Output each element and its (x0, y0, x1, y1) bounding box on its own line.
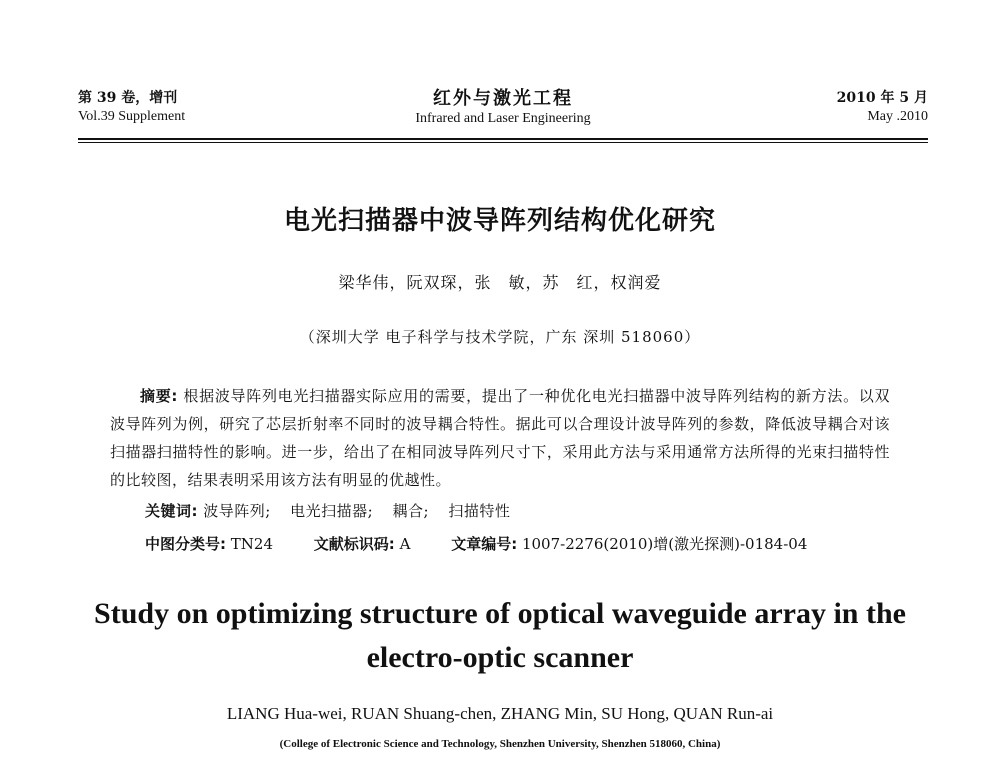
title-en-line1: Study on optimizing structure of optical waveguide array in the (94, 597, 906, 630)
header-rule-thick (78, 138, 928, 140)
clc-label: 中图分类号: (145, 535, 226, 553)
abstract-text: 根据波导阵列电光扫描器实际应用的需要，提出了一种优化电光扫描器中波导阵列结构的新方法。以双波导阵列为例，研究了芯层折射率不同时的波导耦合特性。据此可以合理设计波导阵列的参数，降低波导耦合对该扫描器扫描特性的影响。进一步，给出了在相同波导阵列尺寸下，采用此方法与采用通常方法所得的光束扫描特性的比较图，结果表明采用该方法有明显的优越性。 (110, 387, 890, 489)
title-en-line2: electro-optic scanner (366, 641, 634, 674)
abstract-label: 摘要: (140, 387, 178, 405)
affiliation-en: (College of Electronic Science and Technology, Shenzhen University, Shenzhen 518060, China) (279, 738, 721, 750)
paper-title-en (0, 592, 1000, 680)
date-zh: 2010 年 5 月 (836, 90, 928, 106)
keyword-item: 波导阵列; (203, 502, 271, 520)
keyword-item: 扫描特性 (448, 502, 511, 520)
classification-line (145, 533, 807, 554)
abstract-paragraph (110, 382, 890, 494)
authors-en: LIANG Hua-wei, RUAN Shuang-chen, ZHANG Min, SU Hong, QUAN Run-ai (226, 704, 774, 723)
journal-name-zh: 红外与激光工程 (433, 88, 573, 109)
clc-value: TN24 (230, 535, 273, 553)
header-center (78, 88, 928, 128)
volume-zh: 第 39 卷，增刊 (78, 90, 178, 106)
date-en: May .2010 (867, 109, 928, 124)
journal-name-en: Infrared and Laser Engineering (415, 111, 591, 126)
keyword-item: 电光扫描器; (290, 502, 374, 520)
doc-code-label: 文献标识码: (313, 535, 395, 553)
journal-header (78, 88, 928, 138)
header-rule-thin (78, 142, 928, 143)
keyword-item: 耦合; (392, 502, 430, 520)
authors-zh: 梁华伟，阮双琛，张 敏，苏 红，权润爱 (338, 273, 662, 292)
article-number-label: 文章编号: (451, 535, 518, 553)
paper-title-zh: 电光扫描器中波导阵列结构优化研究 (283, 206, 716, 236)
abstract (110, 382, 890, 494)
affiliation-zh: （深圳大学 电子科学与技术学院，广东 深圳 518060） (299, 328, 701, 346)
article-number-value: 1007-2276(2010)增(激光探测)-0184-04 (521, 535, 808, 553)
doc-code-value: A (399, 535, 411, 553)
keywords-label: 关键词: (145, 502, 198, 520)
header-right (837, 88, 928, 126)
keywords (145, 500, 510, 521)
volume-en: Vol.39 Supplement (78, 109, 186, 124)
